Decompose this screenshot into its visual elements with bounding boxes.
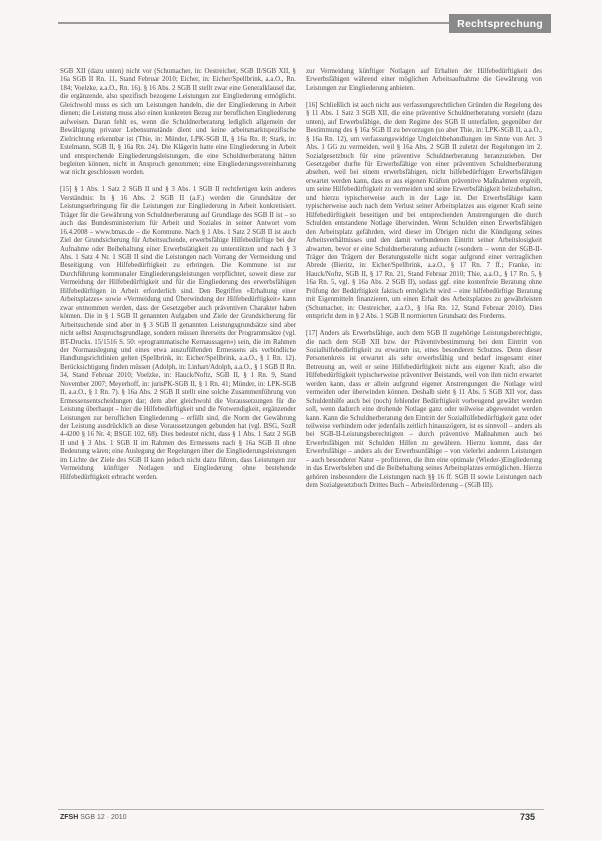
footer-rule bbox=[58, 809, 544, 810]
paragraph: [15] § 1 Abs. 1 Satz 2 SGB II und § 3 Abs. 1 SGB II rechtfertigen kein anderes Verständnis: In § 16 Abs. 2 SGB II (a.F.) werden die Grundsätze der Leistungserbringung für die Leistungen zur Eingliederung in Arbeit konkretisiert. Träger für die Gewährung von Schuldnerberatung auf Grundlage des SGB II ist – so auch das Bundesministerium für Arbeit und Soziales in seiner Antwort vom 16.4.2008 – www.bmas.de – die Kommune. Nach § 1 Abs. 1 Satz 2 SGB II ist auch Ziel der Grundsicherung für Arbeitsuchende, erwerbsfähige Hilfebedürftige bei der Aufnahme oder Beibehaltung einer Erwerbstätigkeit zu unterstützen und nach § 3 Abs. 1 Satz 4 Nr. 1 SGB II sind die Leistungen nach Vorrang der Vermeidung und Beseitigung von Hilfebedürftigkeit zu erbringen. Die Kommune ist zur Durchführung kommunaler Eingliederungsleistungen verpflichtet, soweit diese zur Vermeidung der Hilfebedürftigkeit und für die Eingliederung des erwerbsfähigen Hilfebedürftigen in Arbeit erforderlich sind. Den Begriffen »Erhaltung einer Arbeitsplatzes« sowie »Vermeidung und Überwindung der Hilfebedürftigkeit« kann zwar entnommen werden, dass der Gesetzgeber auch präventiven Charakter haben können. Die in § 1 SGB II genannten Aufgaben und Ziele der Grundsicherung für Arbeitsuchende sind aber in § 3 SGB II genannten Leistungsgrundsätze sind aber nicht selbst Anspruchsgrundlage, sondern müssen ihrerseits der Programmsätze (vgl. BT-Drucks. 15/1516 S. 50: »programmatische Kernaussagen«) sein, die im Rahmen der Normauslegung und eines etwa auszufüllenden Ermessens als verbindliche Handlungsrichtlinien gelten (Spellbrink, in: Eicher/Spellbrink, a.a.O., § 1 Rn. 12). Berücksichtigung finden müssen (Adolph, in: Linhart/Adolph, a.a.O., § 1 SGB II Rn. 34, Stand Februar 2010; Voelzke, in: Hauck/Noftz, SGB II, § 1 Rn. 9, Stand November 2007; Meyerhoff, in: jurisPK-SGB II, § 1 Rn. 41; Münder, in: LPK-SGB II, a.a.O., § 1 Rn. 7). § 16a Abs. 2 SGB II stellt eine solche Zusammenführung von Ermessensentscheidungen dar; dem aber gleichwohl die Voraussetzungen für die Leistung überhaupt – hier die Hilfebedürftigkeit und die Notwendigkeit, ergänzender Leistungen zur beruflichen Eingliederung – erfüllt sind, die Norm der Gewährung der Leistung ausdrücklich an diese Voraussetzungen gebunden hat (vgl. BSG, SozR 4-4200 § 16 Nr. 4; BSGE 102, 68). Dies bedeutet nicht, dass § 1 Abs. 1 Satz 2 SGB II und § 3 Abs. 1 SGB II im Rahmen des Ermessens nach § 16a SGB II ohne Bedeutung wären; eine Auslegung der Regelungen über die Eingliederungsleistungen im Lichte der Ziele des SGB II kann jedoch nicht dazu führen, dass Leistungen zur Vermeidung künftiger Notlagen und Eingliederung ohne bestehende Hilfebedürftigkeit erbracht werden. bbox=[60, 186, 296, 481]
paragraph: [17] Anders als Erwerbsfähige, auch dem SGB II zugehörige Leistungsberechtigte, die nach dem SGB XII bzw. der Präventivbestimmung bei dem Eintritt von Sozialhilfebedürftigkeit zu erwarten ist, eines besonderen Schutzes. Denn dieser Personenkreis ist erwartet als sehr erwerbsfähig und bedarf insgesamt einer Betreuung an, weil er seine Hilfebedürftigkeit nicht aus eigener Kraft, also die Hilfebedürftigkeit typischerweise präventiver Beistands, weil von ihm nicht erwartet werden kann, dass er allein aufgrund eigener Anstrengungen die Notlage wird vermeiden oder überwinden können. Deshalb sieht § 11 Abs. 5 SGB XII vor, dass Schuldenhilfe auch bei (noch) fehlender Bedürftigkeit vorbeugend gewährt werden soll, wenn dadurch eine drohende Notlage ganz oder teilweise abgewendet werden kann. Kann die Schuldnerberatung den Eintritt der Sozialhilfebedürftigkeit ganz oder teilweise verhindern oder jedenfalls zeitlich hinauszögern, ist es sinnvoll – anders als bei SGB-II-Leistungsberechtigten – durch präventive Maßnahmen auch bei Erwerbsfähigen mit Schulden Hilfen zu gewähren. Hierzu kommt, dass der Erwerbsfähige – anders als der Erwerbsunfähige – von vielerlei anderen Leistungen – auch besonderer Natur – profitieren, die ihm eine optimale (Wieder-)Eingliederung in das Erwerbsleben und die Beibehaltung seines Arbeitsplatzes ermöglichen. Hierzu gehören insbesondere die Leistungen nach §§ 16 ff. SGB II sowie Leistungen nach dem Sozialgesetzbuch Drittes Buch – Arbeitsförderung – (SGB III). bbox=[306, 330, 542, 490]
right-column bbox=[306, 68, 542, 499]
left-column bbox=[60, 68, 296, 491]
journal-name: ZFSH bbox=[60, 814, 79, 821]
page-number: 735 bbox=[520, 812, 536, 822]
paragraph: zur Vermeidung künftiger Notlagen auf Erhalten der Hilfebedürftigkeit des Erwerbsfähigen während einer möglichen Arbeitsaufnahme die Gewährung von Leistungen zur Eingliederung anbieten. bbox=[306, 68, 542, 92]
journal-issue: SGB 12 · 2010 bbox=[80, 814, 127, 821]
section-header: Rechtsprechung bbox=[449, 14, 551, 33]
paragraph: [16] Schließlich ist auch nicht aus verfassungsrechtlichen Gründen die Regelung des § 11 Abs. 1 Satz 3 SGB XII, die eine präventive Schuldnerberatung vorsieht (dazu unten), auf Erwerbsfähige, die dem Regime des SGB II unterfallen, gegenüber der Bestimmung des § 16a SGB II zu bevorzugen (so aber Thie, in: LPK-SGB II, a.a.O., § 16a Rn. 12), um verfassungswidrige Ungleichbehandlungen im Sinne von Art. 3 Abs. 1 GG zu vermeiden, weil § 16a Abs. 2 SGB II zuletzt der Regelungen im 2. Sozialgesetzbuch für eine präventive Schuldnerberatung heranzuziehen. Der Gesetzgeber durfte für Erwerbsfähige von einer präventiven Schuldnerberatung absehen, weil bei einem erwerbsfähigen, nicht hilfebedürftigen Erwerbsfähigen erwartet werden kann, dass er aus eigenen Kräften präventive Maßnahmen ergreift, um seine Hilfebedürftigkeit zu vermeiden und seine Erwerbsfähigkeit beizubehalten, und hierzu typischerweise auch in der Lage ist. Der Erwerbsfähige kann typischerweise auch nach dem Verlust seiner Arbeitsplatzes aus eigener Kraft seine Hilfebedürftigkeit beseitigen und bei entsprechenden Anstrengungen die durch Schulden entstandene Notlage überwinden. Wenn Schulden einen Erwerbsfähigen den Arbeitsplatz gefährden, wird dieser im Übrigen nicht die Kündigung seines Arbeitsverhältnisses und den damit verbundenen Eintritt seiner Arbeitslosigkeit abwarten, bevor er eine Schuldnerberatung aufsucht (»sondern – wenn der SGB-II-Träger den Trägern der Beratungsstelle nicht sogar aufgrund einer vertraglichen Abrede (Bieritz, in: Eicher/Spellbrink, a.a.O., § 17 Rn. 7 ff.; Franke, in: Hauck/Noftz, SGB II, § 17 Rn. 21, Stand Februar 2010; Thie, a.a.O., § 17 Rn. 5, § 16a Rn. 5, vgl. § 16a Abs. 2 SGB II), sodass ggf. eine kostenfreie Beratung ohne Prüfung der Bedürftigkeit faktisch ermöglicht wird – eine hilfebedürftige Beratung mit Eigenmitteln finanzieren, um einen Erhalt des Arbeitsplatzes zu gewährleisten (Schumacher, in: Oestreicher, a.a.O., § 16a Rn. 12, Stand Februar 2010). Dies entspricht dem in § 2 Abs. 1 SGB II normierten Grundsatz des Forderns. bbox=[306, 101, 542, 321]
footer-journal bbox=[60, 814, 127, 821]
paragraph: SGB XII (dazu unten) nicht vor (Schumacher, in: Oestreicher, SGB II/SGB XII, § 16a SGB II Rn. 11, Stand Februar 2010; Eicher, in: Eicher/Spellbrink, a.a.O., Rn. 184; Voelzke, a.a.O., Rn. 16). § 16 Abs. 2 SGB II stellt zwar eine Generalklausel dar, die ergänzende, also spezifisch bezogene Leistungen zur Eingliederung ermöglicht. Gleichwohl muss es sich um Leistungen handeln, die der Eingliederung in Arbeit dienen; die Leistung muss also einen konkreten Bezug zur beruflichen Eingliederung aufweisen. Daran fehlt es, wenn die Schuldnerberatung lediglich allgemein der Bewältigung privater Lebensumstände dient und keine arbeitsmarktspezifische Zielrichtung erkennbar ist (Thie, in: Münder, LPK-SGB II, § 16a Rn. 8; Stark, in: Estelmann, SGB II, § 16a Rn. 24). Die Klägerin hatte eine Eingliederung in Arbeit und entsprechende Eingliederungsleistungen, die eine Schuldnerberatung hätten begleiten können, nicht in Anspruch genommen; eine Eingliederungsvereinbarung war nicht geschlossen worden. bbox=[60, 68, 296, 177]
